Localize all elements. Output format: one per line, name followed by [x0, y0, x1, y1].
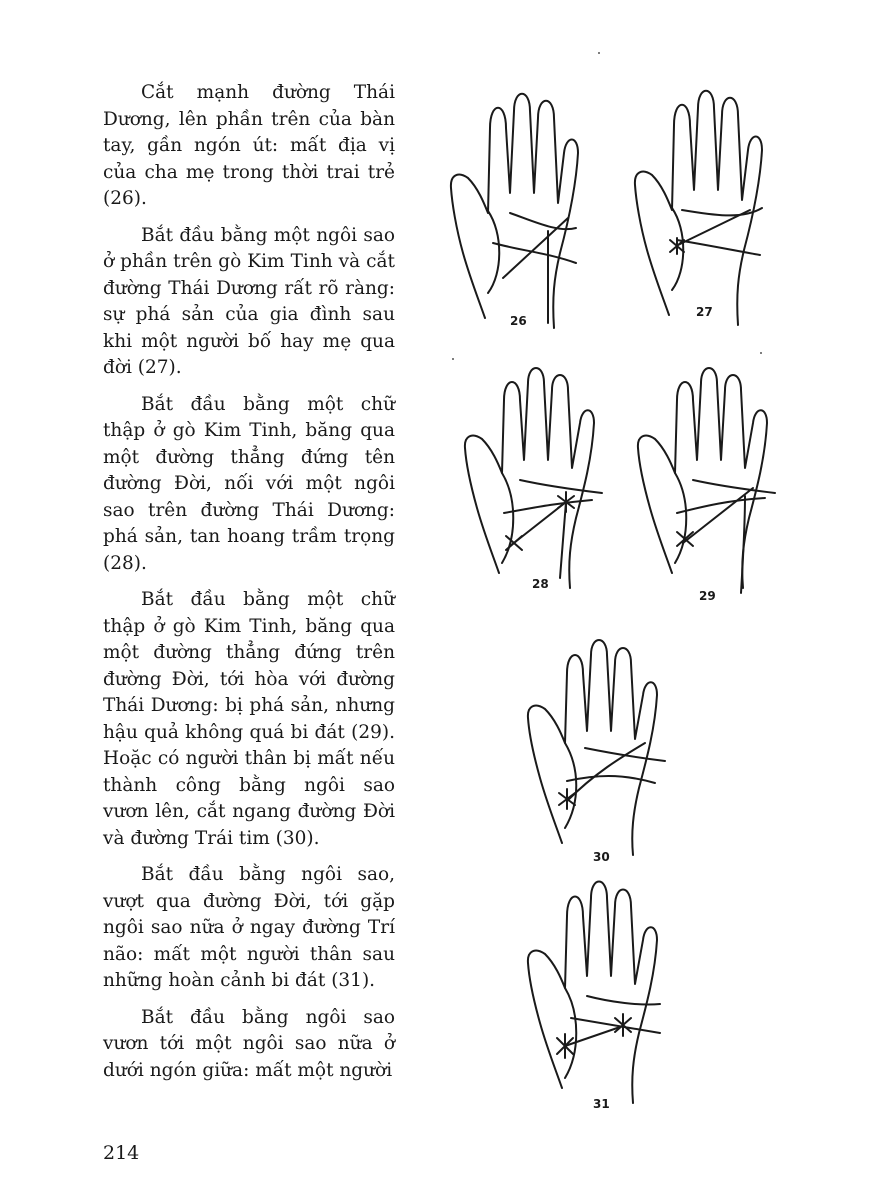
- palm-figure-26: [448, 93, 593, 333]
- cross-icon: [506, 536, 522, 550]
- life-line: [675, 473, 686, 563]
- palm-figure-30: [525, 643, 675, 868]
- paragraph-continued: Bắt đầu bằng ngôi sao vươn tới một ngôi sao nữa ở dưới ngón giữa: mất một người: [103, 1006, 395, 1081]
- scan-speck: [760, 352, 762, 354]
- scan-speck: [452, 358, 454, 360]
- palm-figure-29: [635, 368, 785, 603]
- hand-outline: [451, 94, 578, 328]
- head-line: [493, 243, 576, 263]
- life-line: [565, 743, 576, 828]
- palm-figure-27: [632, 90, 777, 330]
- text-column: [103, 80, 395, 1094]
- life-line: [565, 988, 576, 1078]
- figure-label-28: 28: [532, 577, 549, 591]
- figure-label-29: 29: [699, 589, 716, 603]
- star-icon: [559, 789, 575, 809]
- paragraph-27: Bắt đầu bằng một ngôi sao ở phần trên gò Kim Tinh và cắt đường Thái Dương rất rõ ràng: sự phá sản của gia đình sau khi một người bố hay mẹ qua đời (27).: [103, 224, 395, 378]
- page-number: 214: [103, 1142, 140, 1164]
- star-icon: [557, 1034, 573, 1058]
- paragraph-28: Bắt đầu bằng một chữ thập ở gò Kim Tinh, băng qua một đường thẳng đứng tên đường Đời, nối với một ngôi sao trên đường Thái Dương: phá sản, tan hoang trầm trọng (28).: [103, 393, 395, 574]
- head-line: [677, 240, 760, 255]
- hand-outline: [635, 91, 762, 325]
- cutting-line: [683, 488, 753, 543]
- heart-line: [520, 480, 602, 493]
- hand-outline: [528, 882, 657, 1104]
- scan-speck: [598, 52, 600, 54]
- hand-outline: [465, 368, 594, 588]
- palm-figure-31: [525, 878, 675, 1118]
- figure-label-31: 31: [593, 1097, 610, 1111]
- paragraph-31: Bắt đầu bằng ngôi sao, vượt qua đường Đời, tới gặp ngôi sao nữa ở ngay đường Trí não: mất một người thân sau những hoàn cảnh bi đát (31).: [103, 864, 395, 991]
- sun-line: [560, 502, 566, 578]
- palm-figure-28: [462, 368, 612, 603]
- figure-label-30: 30: [593, 850, 610, 864]
- life-line: [488, 211, 499, 293]
- cutting-line: [565, 1026, 623, 1046]
- figure-label-26: 26: [510, 314, 527, 328]
- paragraph-29-30: Bắt đầu bằng một chữ thập ở gò Kim Tinh, băng qua một đường thẳng đứng trên đường Đời, tới hòa với đường Thái Dương: bị phá sản, nhưng hậu quả không quá bi đát (29). Hoặc có người thân bị mất nếu thành công bằng ngôi sao vươn lên, cắt ngang đường Đời và đường Trái tim (30).: [103, 589, 395, 849]
- figure-label-27: 27: [696, 305, 713, 319]
- hand-outline: [638, 368, 767, 588]
- paragraph-26: Cắt mạnh đường Thái Dương, lên phần trên của bàn tay, gần ngón út: mất địa vị của cha mẹ trong thời trai trẻ (26).: [103, 82, 395, 209]
- heart-line: [693, 480, 775, 493]
